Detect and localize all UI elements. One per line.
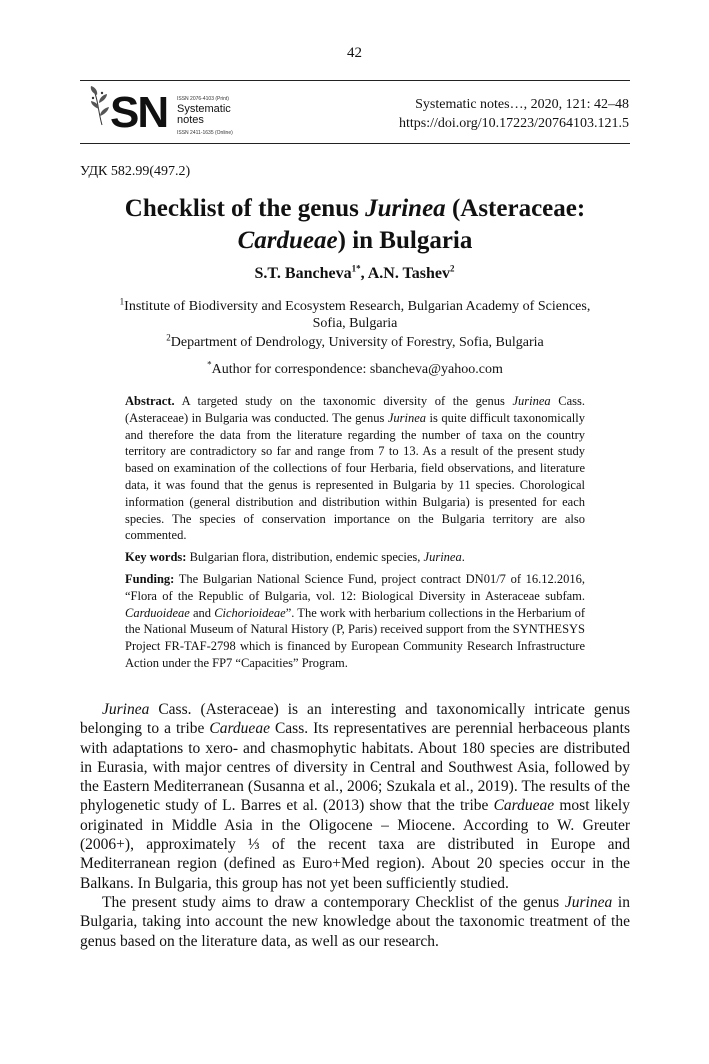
body-paragraph-1 — [80, 700, 630, 893]
logo-name-line2: notes — [177, 114, 204, 126]
logo-journal-name — [177, 104, 231, 126]
funding-text: and — [189, 605, 215, 620]
header-rule-bottom — [80, 143, 630, 144]
body-text-run: The present study aims to draw a contemporary Checklist of the genus — [102, 893, 565, 911]
abstract-text: is quite difficult taxonomically and therefore the data from the literature regarding the number of taxa on the country territory are contradictory so far and range from 7 to 13. As a result of the present study based on examination of the collections of four Herbaria, field observations, and literature data, it was found that the genus is represented in Bulgaria by 11 species. Chorological information (general distribution and distribution within Bulgaria) is presented for each species. The species of conservation importance on the Bulgaria territory are also commented. — [125, 410, 585, 543]
author-list — [0, 265, 709, 283]
author-2-affil: 2 — [449, 263, 455, 274]
issn-print: ISSN 2076-4103 (Print) — [177, 96, 229, 102]
body-text-run: in Bulgaria, taking into account the new knowledge about the taxonomic treatment of the genus based on the literature data, as well as our research. — [80, 893, 630, 950]
affiliation-2 — [80, 334, 630, 351]
article-title — [80, 193, 630, 257]
abstract-block — [125, 393, 585, 677]
body-text-run: Cass. Its representatives are perennial herbaceous plants with adaptations to xero- and chasmophytic habitats. About 180 species are distributed in Eurasia, with major centres of diversity in Central and Southwest Asia, followed by the Eastern Mediterranean (Susanna et al., 2006; Szukala et al., 2019). The results of the phylogenetic study of L. Barres et al. (2013) show that the tribe — [80, 720, 630, 815]
journal-reference — [399, 95, 629, 133]
body-genus: Jurinea — [564, 893, 613, 911]
header-rule-top — [80, 80, 630, 81]
body-text-run: most likely originated in Middle Asia in the Oligocene – Miocene. According to W. Greuter (2006+), approximately ⅓ of the recent taxa are distributed in Europe and Mediterranean region (defined as Euro+Med region). About 20 species occur in the Balkans. In Bulgaria, this group has not yet been sufficiently studied. — [80, 797, 630, 892]
funding-label: Funding: — [125, 571, 175, 586]
affiliation-2-text: Department of Dendrology, University of Forestry, Sofia, Bulgaria — [170, 335, 544, 350]
correspondence-marker: * — [207, 359, 212, 370]
citation: Systematic notes…, 2020, 121: 42–48 — [415, 97, 629, 112]
author-separator: , — [360, 265, 368, 282]
title-part2: (Asteraceae: — [445, 195, 586, 222]
funding-subfamily: Cichorioideae — [214, 605, 286, 620]
title-tribe: Cardueae — [237, 227, 338, 254]
author-1-affil: 1* — [351, 263, 361, 274]
correspondence — [80, 361, 630, 378]
author-2: A.N. Tashev — [367, 265, 450, 282]
title-part1: Checklist of the genus — [124, 195, 366, 222]
abstract-genus: Jurinea — [512, 394, 551, 408]
doi-link[interactable]: https://doi.org/10.17223/20764103.121.5 — [399, 116, 629, 131]
body-text-run: Cass. (Asteraceae) is an interesting and taxonomically intricate genus belonging to a tribe — [80, 701, 630, 738]
affiliation-1-line2: Sofia, Bulgaria — [312, 316, 398, 331]
funding-subfamily: Carduoideae — [125, 605, 190, 620]
title-part3: ) in Bulgaria — [337, 227, 473, 254]
keywords-text: Bulgarian flora, distribution, endemic species, — [186, 550, 424, 565]
affiliation-1-marker: 1 — [119, 296, 125, 307]
logo-name-line1: Systematic — [177, 103, 231, 115]
body-tribe: Cardueae — [209, 720, 270, 738]
logo-letters: SN — [110, 88, 168, 137]
abstract-label: Abstract. — [125, 394, 175, 408]
keywords-paragraph — [125, 549, 585, 566]
body-tribe: Cardueae — [493, 797, 555, 815]
funding-text: The Bulgarian National Science Fund, project contract DN01/7 of 16.12.2016, “Flora of the Republic of Bulgaria, vol. 12: Biological Diversity in Asteraceae subfam. — [125, 571, 585, 603]
body-text — [80, 700, 630, 951]
abstract-paragraph — [125, 393, 585, 544]
abstract-genus: Jurinea — [387, 410, 427, 425]
affiliation-2-marker: 2 — [166, 332, 171, 343]
issn-online: ISSN 2411-1635 (Online) — [177, 130, 233, 136]
abstract-text: Cass. (Asteraceae) in Bulgaria was conducted. The genus — [125, 394, 585, 425]
udk-code: УДК 582.99(497.2) — [80, 164, 191, 179]
body-genus: Jurinea — [102, 701, 150, 718]
abstract-text: A targeted study on the taxonomic diversity of the genus — [174, 394, 513, 408]
title-genus: Jurinea — [365, 195, 446, 222]
page-number: 42 — [347, 45, 362, 61]
correspondence-text: Author for correspondence: sbancheva@yahoo.com — [211, 362, 503, 377]
funding-paragraph — [125, 571, 585, 672]
keywords-end: . — [461, 550, 465, 565]
journal-logo — [88, 85, 268, 141]
author-1: S.T. Bancheva — [254, 265, 352, 282]
keywords-label: Key words: — [125, 550, 187, 565]
funding-text: ”. The work with herbarium collections in the Herbarium of the National Museum of Natural History (P, Paris) received support from the SYNTHESYS Project FR-TAF-2798 which is financed by European Community Research Infrastructure Action under the FP7 “Capacities” Program. — [125, 605, 585, 670]
affiliation-1 — [80, 298, 630, 332]
keywords-genus: Jurinea — [423, 550, 462, 565]
affiliation-1-line1: Institute of Biodiversity and Ecosystem Research, Bulgarian Academy of Sciences, — [124, 299, 591, 314]
body-paragraph-2 — [80, 893, 630, 951]
